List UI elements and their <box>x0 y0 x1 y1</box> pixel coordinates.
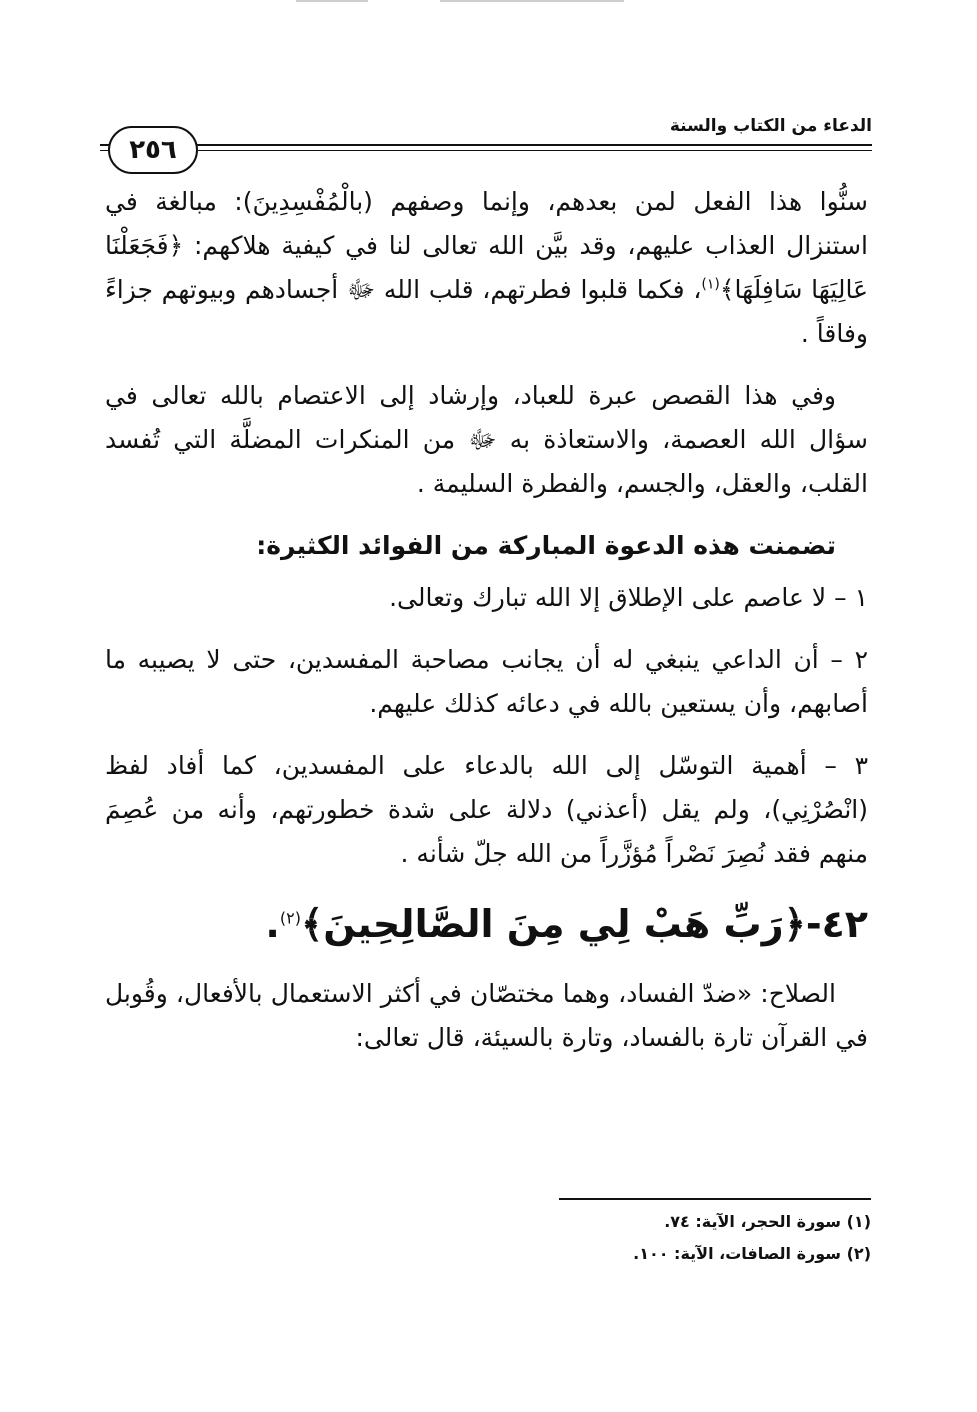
benefit-number: ٣ – <box>824 751 869 780</box>
paragraph-1-end: ، فكما قلبوا فطرتهم، قلب الله ﷻ أجسادهم وبيوتهم جزاءً وفاقاً . <box>105 275 868 348</box>
footnote-ref-1: (١) <box>701 276 720 293</box>
section-42-text: الصلاح: «ضدّ الفساد، وهما مختصّان في أكثر الاستعمال بالأفعال، وقُوبل في القرآن تارة بالفساد، وتارة بالسيئة، قال تعالى: <box>105 979 868 1052</box>
benefit-text: لا عاصم على الإطلاق إلا الله تبارك وتعالى. <box>389 583 827 612</box>
section-42-heading-end: . <box>265 902 280 946</box>
running-title: الدعاء من الكتاب والسنة <box>669 116 872 136</box>
benefit-text: أن الداعي ينبغي له أن يجانب مصاحبة المفسدين، حتى لا يصيبه ما أصابهم، وأن يستعين بالله في دعائه كذلك عليهم. <box>105 645 868 718</box>
footnote-2: (٢) سورة الصافات، الآية: ١٠٠. <box>633 1244 871 1263</box>
benefit-item-1 <box>105 576 868 620</box>
benefit-number: ٢ – <box>830 645 869 674</box>
paragraph-1-text: سنُّوا هذا الفعل لمن بعدهم، وإنما وصفهم (بالْمُفْسِدِينَ): مبالغة في استنزال العذاب عليهم، وقد بيَّن الله تعالى لنا في كيفية هلاكهم: ﴿فَجَعَلْنَا عَالِيَهَا سَافِلَهَا﴾ <box>105 187 868 304</box>
header-rule <box>100 144 872 146</box>
section-42-verse: ٤٢-﴿رَبِّ هَبْ لِي مِنَ الصَّالِحِينَ﴾ <box>300 902 868 946</box>
top-edge-line-right <box>440 0 624 2</box>
page-body <box>105 180 868 1078</box>
footnote-1: (١) سورة الحجر، الآية: ٧٤. <box>664 1212 871 1231</box>
header-rule-thin <box>100 150 872 151</box>
benefit-text: أهمية التوسّل إلى الله بالدعاء على المفسدين، كما أفاد لفظ (انْصُرْنِي)، ولم يقل (أعذني) دلالة على شدة خطورتهم، وأنه من عُصِمَ منهم فقد نُصِرَ نَصْراً مُؤزَّراً من الله جلّ شأنه . <box>105 751 868 868</box>
page-header <box>100 112 872 172</box>
benefits-heading: تضمنت هذه الدعوة المباركة من الفوائد الكثيرة: <box>256 531 836 560</box>
section-42-heading <box>105 894 868 954</box>
benefit-item-3 <box>105 744 868 876</box>
page-number: ٢٥٦ <box>108 126 198 174</box>
benefit-item-2 <box>105 638 868 726</box>
paragraph-1 <box>105 180 868 356</box>
paragraph-2: وفي هذا القصص عبرة للعباد، وإرشاد إلى الاعتصام بالله تعالى في سؤال الله العصمة، والاستعاذة به ﷻ من المنكرات المضلَّة التي تُفسد القلب، والعقل، والجسم، والفطرة السليمة . <box>105 381 868 498</box>
footnote-ref-2: (٢) <box>279 908 301 928</box>
footnote-separator <box>559 1198 871 1200</box>
footnotes <box>371 1206 871 1270</box>
top-edge-line-left <box>296 0 368 2</box>
benefit-number: ١ – <box>834 583 868 612</box>
